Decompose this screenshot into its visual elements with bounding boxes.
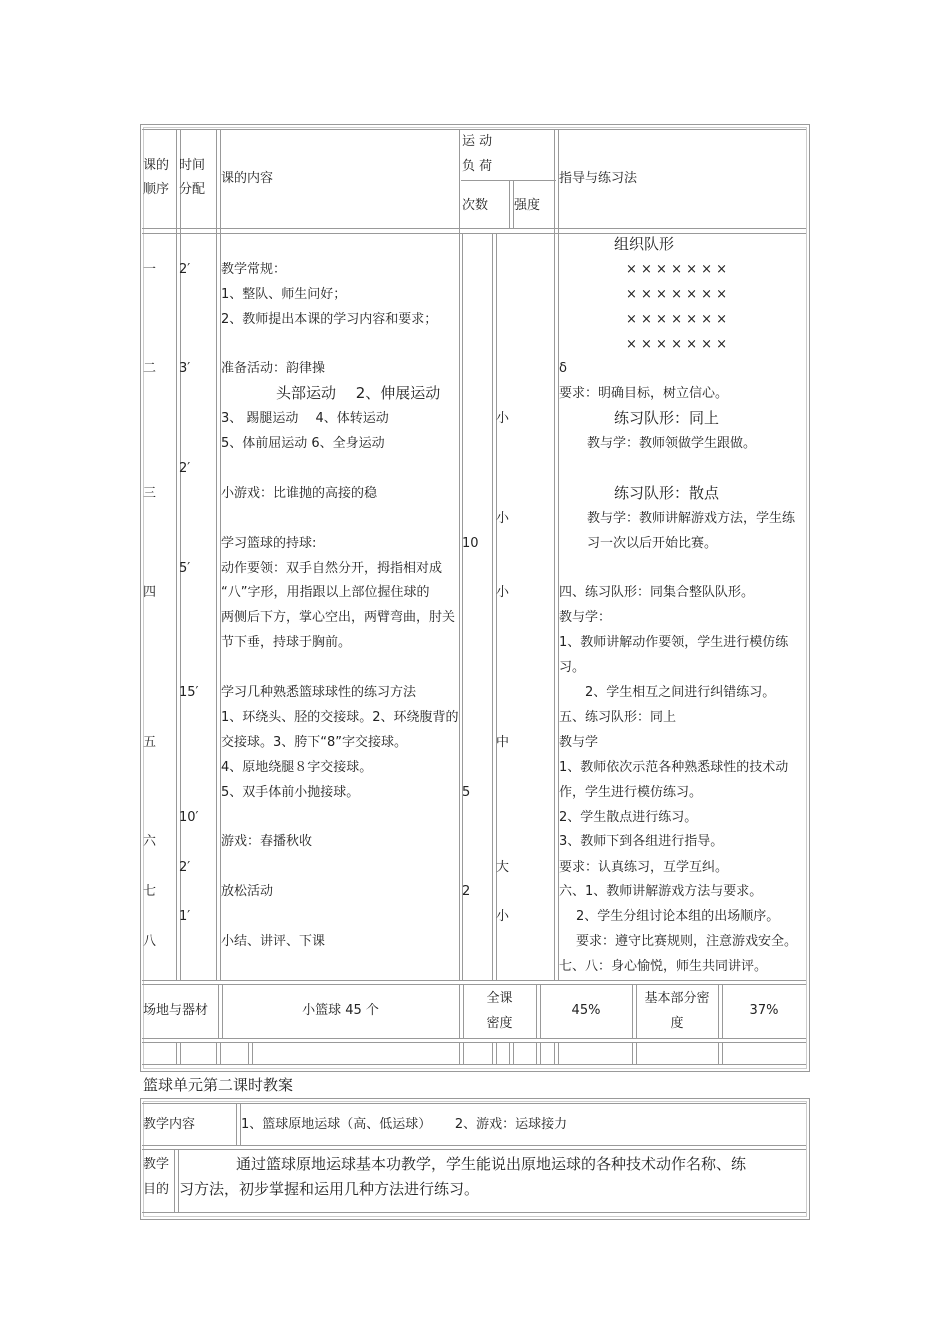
guide-line: 五、练习队形：同上: [559, 710, 677, 725]
guide-line: 要求：认真练习，互学互纠。: [559, 860, 729, 875]
content-line: 两侧后下方，掌心空出，两臂弯曲，肘关: [221, 610, 456, 625]
table-rule: [216, 129, 217, 980]
order-cell: 八: [143, 934, 157, 949]
guide-line: 练习队形：散点: [614, 484, 720, 502]
intensity-cell: 小: [496, 411, 510, 426]
guide-line: 2、学生相互之间进行纠错练习。: [585, 685, 776, 700]
formation-row: × × × × × × ×: [626, 287, 728, 302]
table-rule: [492, 1042, 493, 1064]
guide-line: 教与学：: [559, 610, 612, 625]
table-rule: [176, 1042, 177, 1064]
intensity-cell: 小: [496, 511, 510, 526]
teacher-symbol: δ: [559, 361, 567, 376]
table-rule: [509, 1042, 510, 1064]
order-cell: 四: [143, 585, 157, 600]
guide-line: 1、教师讲解动作要领，学生进行模仿练: [559, 635, 789, 650]
table-rule: [142, 228, 806, 229]
table-rule: [554, 1042, 555, 1064]
table-rule: [216, 1042, 217, 1064]
table-rule: [513, 1042, 514, 1064]
time-cell: 5′: [179, 561, 191, 576]
count-cell: 2: [462, 884, 471, 899]
guide-line: 要求：遵守比赛规则，注意游戏安全。: [576, 934, 798, 949]
order-cell: 一: [143, 262, 157, 277]
formation-row: × × × × × × ×: [626, 312, 728, 327]
content-line: 1、环绕头、胫的交接球。2、环绕腹背的: [221, 710, 459, 725]
order-cell: 五: [143, 735, 157, 750]
table-rule: [632, 1042, 633, 1064]
density-label: 密度: [486, 1016, 513, 1031]
table-rule: [496, 1042, 497, 1064]
table-rule: [718, 984, 719, 1038]
time-cell: 2′: [179, 262, 191, 277]
table-rule: [540, 1042, 541, 1064]
table-rule: [236, 1103, 237, 1145]
table-rule: [142, 1038, 806, 1039]
header-time: 时间分配: [179, 158, 206, 197]
content-line: 头部运动 2、伸展运动: [276, 384, 441, 402]
content-line: 学习几种熟悉篮球球性的练习方法: [221, 685, 417, 700]
lesson2-goal-label: 教学: [143, 1157, 170, 1172]
header-load-line1: 运 动: [462, 134, 493, 149]
intensity-cell: 中: [496, 735, 510, 750]
table-rule: [142, 1103, 806, 1104]
count-cell: 10: [462, 536, 479, 551]
header-content: 课的内容: [221, 171, 274, 186]
time-cell: 15′: [179, 685, 199, 700]
table-rule: [142, 233, 806, 234]
table-rule: [632, 984, 633, 1038]
guide-line: 七、八：身心愉悦，师生共同讲评。: [559, 959, 768, 974]
content-line: 节下垂，持球于胸前。: [221, 635, 352, 650]
table-rule: [718, 1042, 719, 1064]
table-rule: [142, 1212, 806, 1213]
guide-line: 组织队形: [614, 235, 675, 253]
lesson2-content-label: 教学内容: [143, 1117, 196, 1132]
lesson2-goal-label: 目的: [143, 1182, 170, 1197]
table-rule: [558, 1042, 559, 1064]
guide-line: 教与学: [559, 735, 599, 750]
table-rule: [142, 1042, 806, 1043]
formation-row: × × × × × × ×: [626, 262, 728, 277]
guide-line: 教与学：教师领做学生跟做。: [587, 436, 757, 451]
table-rule: [722, 1042, 723, 1064]
table-rule: [252, 1042, 253, 1064]
venue-value: 小篮球 45 个: [302, 1003, 379, 1018]
guide-line: 2、学生散点进行练习。: [559, 810, 698, 825]
content-line: 放松活动: [221, 884, 274, 899]
header-count: 次数: [462, 198, 489, 213]
content-line: 1、整队、师生问好；: [221, 287, 347, 302]
intensity-cell: 小: [496, 909, 510, 924]
intensity-cell: 小: [496, 585, 510, 600]
table-rule: [174, 1149, 175, 1212]
content-line: 准备活动：韵律操: [221, 361, 326, 376]
table-rule: [536, 984, 537, 1038]
content-line: 5、双手体前小抛接球。: [221, 785, 360, 800]
lesson2-goal-text: 通过篮球原地运球基本功教学，学生能说出原地运球的各种技术动作名称、练: [236, 1155, 747, 1173]
basic-density-label: 度: [670, 1016, 684, 1031]
content-line: 交接球。3、胯下“8”字交接球。: [221, 735, 408, 750]
time-cell: 2′: [179, 461, 191, 476]
venue-label: 场地与器材: [143, 1003, 209, 1018]
table-rule: [142, 980, 806, 981]
content-line: 小结、讲评、下课: [221, 934, 326, 949]
table-rule: [554, 129, 555, 980]
content-line: 学习篮球的持球:: [221, 536, 317, 551]
content-line: “八”字形，用指跟以上部位握住球的: [221, 585, 430, 600]
table-rule: [142, 1145, 806, 1146]
density-label: 全课: [486, 991, 513, 1006]
header-load-line2: 负 荷: [462, 159, 493, 174]
time-cell: 1′: [179, 909, 191, 924]
guide-line: 习一次以后开始比赛。: [587, 536, 718, 551]
formation-row: × × × × × × ×: [626, 337, 728, 352]
order-cell: 三: [143, 486, 157, 501]
header-intensity: 强度: [514, 198, 541, 213]
guide-line: 习。: [559, 660, 586, 675]
table-rule: [142, 1064, 806, 1065]
table-rule: [636, 1042, 637, 1064]
table-rule: [459, 129, 460, 980]
guide-line: 1、教师依次示范各种熟悉球性的技术动: [559, 760, 789, 775]
guide-line: 六、1、教师讲解游戏方法与要求。: [559, 884, 763, 899]
guide-line: 3、教师下到各组进行指导。: [559, 834, 724, 849]
table-rule: [142, 984, 806, 985]
table-rule: [248, 1042, 249, 1064]
lesson2-goal-text: 习方法，初步掌握和运用几种方法进行练习。: [179, 1180, 480, 1198]
basic-density-value: 37%: [749, 1003, 779, 1018]
guide-line: 教与学：教师讲解游戏方法，学生练: [587, 511, 796, 526]
table-rule: [463, 1042, 464, 1064]
lesson2-content-value: 1、篮球原地运球（高、低运球） 2、游戏：运球接力: [241, 1117, 568, 1132]
content-line: 5、体前屈运动 6、全身运动: [221, 436, 385, 451]
lesson-title: 篮球单元第二课时教案: [143, 1076, 294, 1094]
density-value: 45%: [571, 1003, 601, 1018]
header-guide: 指导与练习法: [559, 171, 638, 186]
table-rule: [218, 984, 219, 1038]
guide-line: 练习队形：同上: [614, 409, 720, 427]
table-rule: [462, 233, 463, 980]
table-rule: [176, 129, 177, 980]
content-line: 游戏：春播秋收: [221, 834, 313, 849]
content-line: 3、 踢腿运动 4、体转运动: [221, 411, 389, 426]
content-line: 2、教师提出本课的学习内容和要求；: [221, 312, 438, 327]
time-cell: 3′: [179, 361, 191, 376]
table-rule: [220, 1042, 221, 1064]
guide-line: 要求：明确目标，树立信心。: [559, 386, 729, 401]
content-line: 动作要领：双手自然分开，拇指相对成: [221, 561, 443, 576]
order-cell: 七: [143, 884, 157, 899]
table-rule: [509, 180, 510, 228]
table-rule: [180, 1042, 181, 1064]
time-cell: 2′: [179, 860, 191, 875]
guide-line: 2、学生分组讨论本组的出场顺序。: [576, 909, 780, 924]
basic-density-label: 基本部分密: [644, 991, 710, 1006]
content-line: 小游戏：比谁抛的高接的稳: [221, 486, 378, 501]
table-rule: [459, 984, 460, 1038]
guide-line: 四、练习队形：同集合整队队形。: [559, 585, 755, 600]
content-line: 教学常规：: [221, 262, 287, 277]
table-rule: [536, 1042, 537, 1064]
order-cell: 六: [143, 834, 157, 849]
count-cell: 5: [462, 785, 471, 800]
table-rule: [459, 1042, 460, 1064]
table-rule: [142, 1149, 806, 1150]
guide-line: 作，学生进行模仿练习。: [559, 785, 703, 800]
time-cell: 10′: [179, 810, 199, 825]
header-order: 课的顺序: [143, 158, 170, 197]
table-rule: [492, 233, 493, 980]
intensity-cell: 大: [496, 860, 510, 875]
order-cell: 二: [143, 361, 157, 376]
content-line: 4、原地绕腿８字交接球。: [221, 760, 373, 775]
